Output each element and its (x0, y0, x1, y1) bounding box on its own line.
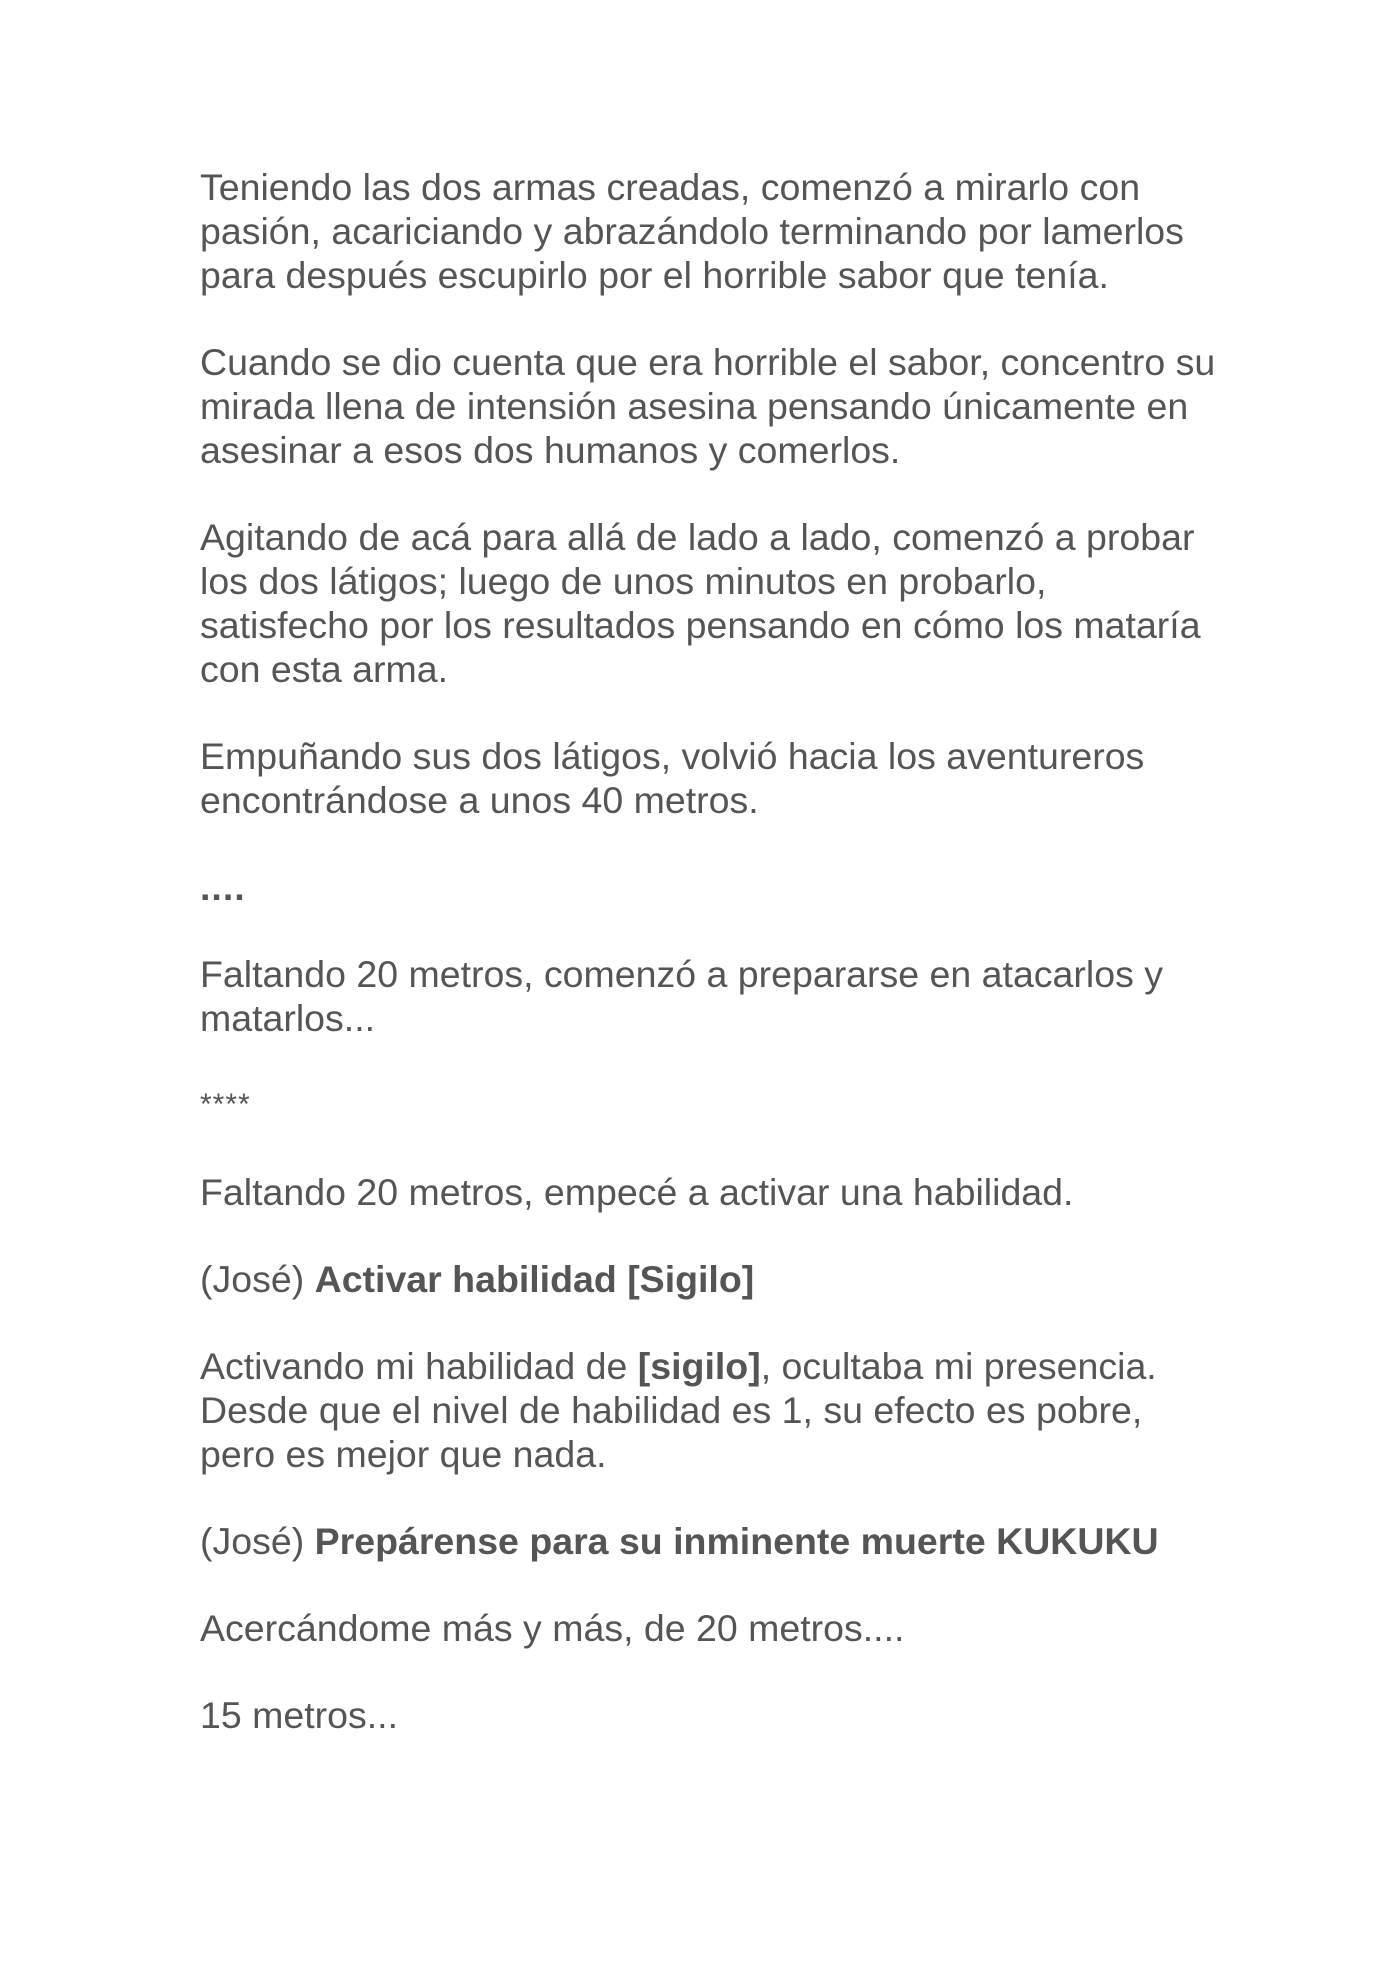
paragraph-10: Acercándome más y más, de 20 metros.... (200, 1607, 905, 1649)
paragraph-5: Faltando 20 metros, comenzó a prepararse en atacarlos y matarlos... (200, 953, 1164, 1039)
scene-separator-dots: .... (200, 866, 246, 908)
paragraph-8-end: , ocultaba mi presencia. Desde que el nivel de habilidad es 1, su efecto es pobre, pero es mejor que nada. (200, 1345, 1157, 1475)
paragraph-4: Empuñando sus dos látigos, volvió hacia los aventureros encontrándose a unos 40 metros. (200, 735, 1145, 821)
scene-separator-stars: **** (200, 1088, 251, 1121)
dialogue-line-1 (200, 1257, 1220, 1301)
paragraph-3: Agitando de acá para allá de lado a lado, comenzó a probar los dos látigos; luego de unos minutos en probarlo, satisfecho por los resultados pensando en cómo los mataría con esta arma. (200, 516, 1201, 690)
speaker-label: (José) (200, 1520, 305, 1562)
skill-name-bold: [sigilo] (637, 1345, 761, 1387)
paragraph-2: Cuando se dio cuenta que era horrible el sabor, concentro su mirada llena de intensión asesina pensando únicamente en asesinar a esos dos humanos y comerlos. (200, 341, 1216, 471)
paragraph-8-start: Activando mi habilidad de (200, 1345, 628, 1387)
paragraph-1: Teniendo las dos armas creadas, comenzó a mirarlo con pasión, acariciando y abrazándolo terminando por lamerlos para después escupirlo por el horrible sabor que tenía. (200, 166, 1184, 296)
document-page (200, 165, 1220, 1780)
speaker-label: (José) (200, 1258, 305, 1300)
paragraph-11: 15 metros... (200, 1694, 398, 1736)
paragraph-8 (200, 1344, 1220, 1476)
dialogue-text-bold: Prepárense para su inminente muerte KUKUKU (314, 1520, 1159, 1562)
paragraph-6: Faltando 20 metros, empecé a activar una habilidad. (200, 1171, 1074, 1213)
dialogue-text-bold: Activar habilidad [Sigilo] (314, 1258, 755, 1300)
dialogue-line-2 (200, 1519, 1220, 1563)
